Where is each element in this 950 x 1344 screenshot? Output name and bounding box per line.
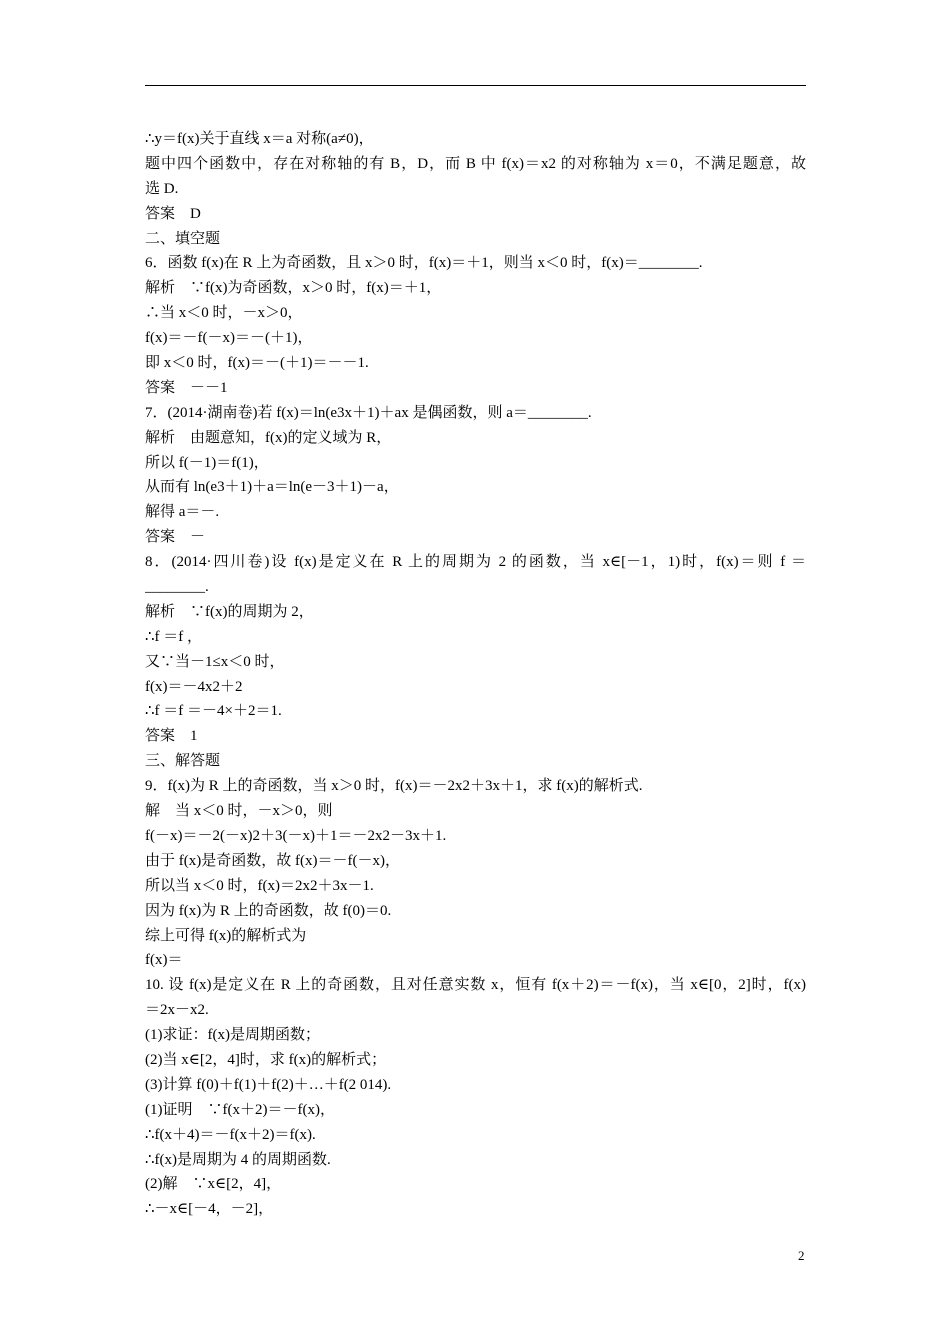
text-line: 由于 f(x)是奇函数，故 f(x)＝－f(－x)， (145, 852, 400, 869)
text-line: ∴y＝f(x)关于直线 x＝a 对称(a≠0)， (145, 131, 374, 147)
text-line: (2)解 ∵x∈[2，4]， (145, 1176, 282, 1193)
text-line: 解析 ∵f(x)的周期为 2， (145, 603, 314, 620)
page-number: 2 (798, 1248, 805, 1263)
text-line: (3)计算 f(0)＋f(1)＋f(2)＋…＋f(2 014). (145, 1076, 392, 1093)
question-line: 7．(2014·湖南卷)若 f(x)＝ln(e3x＋1)＋ax 是偶函数，则 a＝________. (145, 404, 592, 421)
text-line: 解得 a＝－. (145, 504, 220, 521)
text-line: (2)当 x∈[2，4]时，求 f(x)的解析式； (145, 1051, 387, 1068)
text-line: 因为 f(x)为 R 上的奇函数，故 f(0)＝0. (145, 902, 392, 919)
text-line: 解析 ∵f(x)为奇函数，x＞0 时，f(x)＝＋1， (145, 280, 442, 297)
section-heading: 三、解答题 (145, 753, 221, 770)
text-line: (1)求证：f(x)是周期函数； (145, 1027, 320, 1044)
text-line: 综上可得 f(x)的解析式为 (145, 927, 307, 944)
question-line: 6．函数 f(x)在 R 上为奇函数，且 x＞0 时，f(x)＝＋1，则当 x＜0 时，f(x)＝________. (145, 255, 703, 272)
answer-line: 答案 －－1 (145, 379, 228, 396)
text-line: ∴f(x)是周期为 4 的周期函数. (145, 1151, 331, 1168)
text-line: 解析 由题意知，f(x)的定义域为 R， (145, 429, 392, 446)
answer-line: 答案 D (145, 205, 201, 222)
text-line: ∴f(x＋4)＝－f(x＋2)＝f(x). (145, 1126, 316, 1143)
text-line: 题中四个函数中，存在对称轴的有 B，D，而 B 中 f(x)＝x2 的对称轴为 x＝0，不满足题意，故 (145, 155, 806, 172)
header-rule (145, 85, 806, 86)
text-line: f(x)＝－f(－x)＝－(＋1)， (145, 330, 313, 347)
question-line: 9．f(x)为 R 上的奇函数，当 x＞0 时，f(x)＝－2x2＋3x＋1，求 f(x)的解析式. (145, 778, 643, 795)
text-line: 选 D. (145, 180, 179, 197)
text-line: ＝2x－x2. (145, 1002, 209, 1019)
question-line: 10. 设 f(x)是定义在 R 上的奇函数，且对任意实数 x，恒有 f(x＋2)＝－f(x)，当 x∈[0，2]时，f(x) (145, 977, 806, 994)
text-line: f(－x)＝－2(－x)2＋3(－x)＋1＝－2x2－3x＋1. (145, 827, 447, 844)
text-line: 解 当 x＜0 时，－x＞0，则 (145, 803, 333, 820)
document-body (145, 127, 806, 1222)
text-line: (1)证明 ∵f(x＋2)＝－f(x)， (145, 1101, 335, 1118)
text-line: ∴f ＝f ， (145, 628, 203, 645)
answer-line: 答案 － (145, 529, 206, 546)
text-line: ∴－x∈[－4，－2]， (145, 1201, 274, 1218)
text-line: 即 x＜0 时，f(x)＝－(＋1)＝－－1. (145, 355, 369, 372)
text-line: ∴f ＝f ＝－4×＋2＝1. (145, 703, 282, 720)
section-heading: 二、填空题 (145, 230, 221, 247)
text-line: 又∵当－1≤x＜0 时， (145, 653, 285, 670)
text-line: ∴当 x＜0 时，－x＞0， (145, 305, 303, 322)
question-line: 8．(2014·四川卷)设 f(x)是定义在 R 上的周期为 2 的函数，当 x∈[－1，1)时，f(x)＝则 f ＝ (145, 554, 806, 571)
text-line: 所以当 x＜0 时，f(x)＝2x2＋3x－1. (145, 877, 374, 894)
text-line: ________. (145, 579, 209, 596)
text-line: 所以 f(－1)＝f(1)， (145, 454, 269, 471)
text-line: 从而有 ln(e3＋1)＋a＝ln(e－3＋1)－a， (145, 479, 399, 496)
text-line: f(x)＝－4x2＋2 (145, 678, 243, 695)
answer-line: 答案 1 (145, 728, 198, 745)
text-line: f(x)＝ (145, 952, 183, 969)
